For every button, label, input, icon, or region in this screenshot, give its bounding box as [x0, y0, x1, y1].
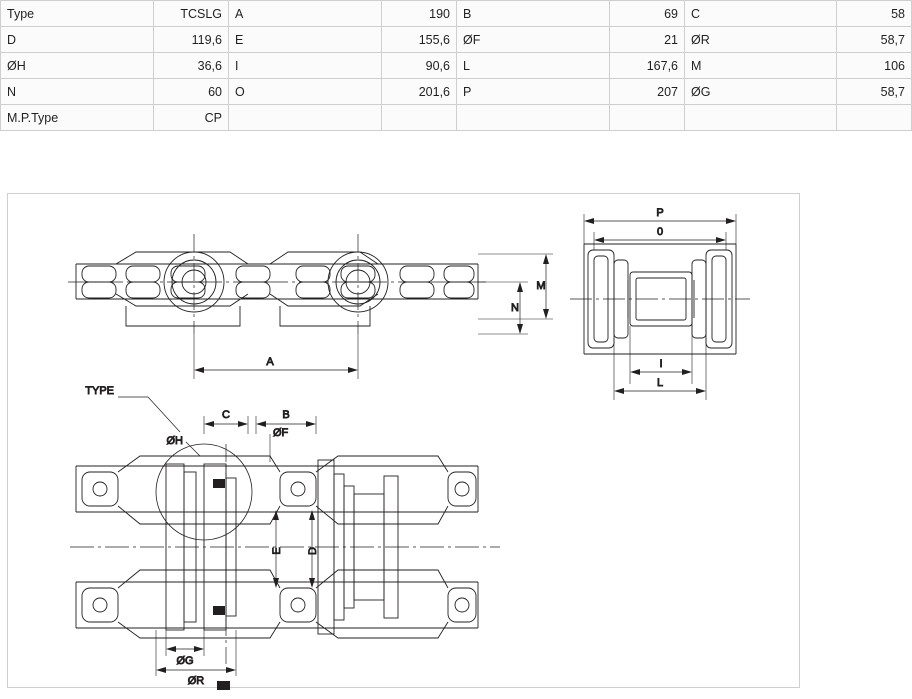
dimension-label-h: ØH	[166, 435, 183, 447]
dimension-label-o: 0	[656, 226, 664, 238]
table-row	[1, 105, 912, 131]
empty-cell	[685, 105, 837, 131]
spec-label: N	[1, 79, 154, 105]
table-row	[1, 27, 912, 53]
spec-label: ØF	[457, 27, 610, 53]
dimension-label-n: N	[511, 302, 519, 314]
dimension-label-f: ØF	[273, 427, 289, 439]
dimension-label-c: C	[222, 409, 230, 421]
chain-assembly-drawing	[8, 194, 799, 687]
spec-value: 60	[154, 79, 229, 105]
spec-label: Type	[1, 1, 154, 27]
spec-value: 21	[610, 27, 685, 53]
spec-label: M	[685, 53, 837, 79]
spec-value: CP	[154, 105, 229, 131]
spec-value: 58,7	[837, 27, 912, 53]
spec-value: 36,6	[154, 53, 229, 79]
spec-value: 207	[610, 79, 685, 105]
spec-label: D	[1, 27, 154, 53]
spec-value: 201,6	[382, 79, 457, 105]
end-view	[570, 207, 750, 400]
spec-label: ØG	[685, 79, 837, 105]
dimension-label-d: D	[307, 547, 319, 555]
table-row	[1, 53, 912, 79]
spec-value: 190	[382, 1, 457, 27]
table-row	[1, 79, 912, 105]
spec-label: E	[229, 27, 382, 53]
spec-label: M.P.Type	[1, 105, 154, 131]
empty-cell	[610, 105, 685, 131]
spec-value: 69	[610, 1, 685, 27]
empty-cell	[229, 105, 382, 131]
empty-cell	[457, 105, 610, 131]
specification-table	[0, 0, 912, 131]
spec-value: TCSLG	[154, 1, 229, 27]
technical-drawing-panel	[7, 193, 800, 688]
section-view	[70, 385, 500, 699]
spec-label: ØH	[1, 53, 154, 79]
dimension-label-g: ØG	[176, 655, 194, 667]
table-row	[1, 1, 912, 27]
dimension-label-a: A	[266, 356, 274, 368]
spec-label: L	[457, 53, 610, 79]
dimension-label-r: ØR	[187, 675, 205, 687]
empty-cell	[837, 105, 912, 131]
dimension-label-b: B	[282, 409, 290, 421]
dimension-label-m: M	[536, 280, 546, 292]
spec-label: I	[229, 53, 382, 79]
dimension-label-p: P	[656, 207, 664, 219]
spec-label: A	[229, 1, 382, 27]
spec-value: 155,6	[382, 27, 457, 53]
top-plan-view	[68, 234, 553, 379]
spec-label: ØR	[685, 27, 837, 53]
spec-label: B	[457, 1, 610, 27]
dimension-label-e: E	[271, 547, 283, 555]
spec-label: C	[685, 1, 837, 27]
spec-value: 90,6	[382, 53, 457, 79]
spec-label: O	[229, 79, 382, 105]
callout-label-type: TYPE	[85, 385, 114, 397]
spec-value: 58,7	[837, 79, 912, 105]
spec-value: 119,6	[154, 27, 229, 53]
spec-value: 167,6	[610, 53, 685, 79]
empty-cell	[382, 105, 457, 131]
spec-value: 106	[837, 53, 912, 79]
spec-value: 58	[837, 1, 912, 27]
dimension-label-i: I	[659, 358, 663, 370]
dimension-label-l: L	[656, 377, 664, 389]
spec-label: P	[457, 79, 610, 105]
